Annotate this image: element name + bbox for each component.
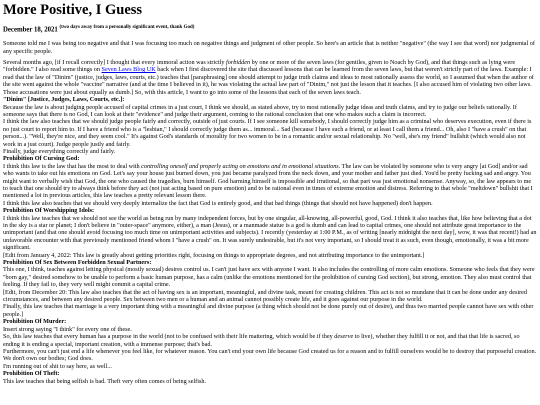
date-text: December 18, 2021 [3, 26, 58, 34]
section-heading-sex: Prohibition Of Sex Between Forbidden Sexual Partners: [3, 259, 152, 267]
paragraph: Insert strong saying "I think" for every one of these. [3, 325, 132, 333]
section-heading-cursing: Prohibition Of Cursing God: [3, 155, 80, 163]
emphasis: forbidden [226, 59, 251, 67]
paragraph [3, 333, 537, 348]
section-heading-idols: Prohibition Of Worshipping Idols: [3, 207, 95, 215]
paragraph: This law teaches that being selfish is bad. Theft very often comes of being selfish. [3, 377, 206, 385]
seven-laws-blog-link[interactable]: Seven Laws Blog UK [101, 66, 156, 74]
paragraph: Finally, this law teaches that marriage is a very important thing with a meaningful and divine purpose (a thing which should not be done purely out of desire), and thus two married people cannot have sex with other people.] [3, 303, 534, 318]
section-heading-murder: Prohibition Of Murder: [3, 318, 67, 326]
paragraph: Furthermore, you can't just end a life whenever you feel like, for whatever reason. You can't end your own life because God created us for a reason and to fulfill ourselves would be to destroy that purposeful creation. We don't own our bodies; God does. [3, 347, 537, 363]
text: back when I first discovered the site that discussed lessons that can be learned from the seven laws, but that weren't strictly part of the laws. Example: I read that the law of "Dinim" (justice, judges, laws, courts, etc.) teaches that [paraphrasing] one should attempt to judge truth claims and ideas to most rationally assess the world, so I assumed that when the author of the site went against the whole "vaccine" narrative (and at the time I believed in it), he was violating the actual law part of "Dinim," not just the lesson that it teaches. [I also accused him of violating two other laws. Those accusations were just about equally as dumb.] So, with this article, I want to go into some of the lessons that each of the seven laws teach. [3, 66, 534, 96]
paragraph [3, 59, 537, 96]
paragraph: I think this law also teaches that we should very deeply internalize the fact that God is entirely good, and that bad things (things that should not have happened) don't happen. [3, 199, 433, 207]
emphasis: controlling oneself and properly acting on emotions and in emotional situations [141, 162, 339, 170]
paragraph: I think the law also teaches that we should judge people fairly and correctly, outside of just courts. If I see someone kill somebody, I should correctly judge him as a criminal who deserves execution, even if there is no just court to report him to. If I have a friend who is a "lesbian," I should correctly judge them as... immoral... Sad (because I have such a friend, or at least I call them a friend... Oh, also I "have a crush" on that person...). "Well, they're nice, and they seem cool." It's against God's standards of morality for two women to be in a romantic and/or sexual relationship. No "well, she's my friend" bullshit (which would also not work in a just court). Judge people justly and fairly. [3, 118, 532, 148]
paragraph: [Edit from January 4, 2022: This law is greatly about getting priorities right, focusing on things to appropriate degrees, and not attributing importance to the unimportant.] [3, 251, 425, 259]
paragraph: Because the law is about judging people accused of capital crimes in a just court, I think we should, as stated above, try to most rationally judge ideas and truth claims, and try to judge our beliefs rationally. If someone says that there is no God, I can look at their "evidence" and judge their argument, coming to the rational conclusion that one who makes such a claim is incorrect. [3, 103, 517, 118]
paragraph: I think this law teaches that we should not see the world as being run by many independent forces, but by one singular, all-knowing, all-powerful, good, God. I think it also teaches that, like how believing that a dot in the sky is a star or planet; I don't believe in "outer-space" anymore, either), a man (Jesus), or a manmade statue is a god is dumb and can lead to capital crimes, one should not attribute great importance to the unimportant (and that one should avoid focusing too much time on unimportant activities and subjects). I recently (yesterday at 1:00 P.M., as of writing [nearly midnight the next day], wow, it was that recent!) had an unfavorable encounter with that previously mentioned friend whom I "have a crush" on. It was surely undesirable, but it's not very important, so I should treat it as such, even though, emotionally, it was a bit more significant. [3, 214, 537, 252]
section-heading-dinim: "Dinim" [Justice, Judges, Laws, Courts, etc.]: [3, 96, 125, 104]
emphasis: deserve [334, 333, 354, 341]
text: Several months ago, [if I recall correctly] I thought that every immoral action was strictly [3, 59, 227, 67]
post-date [3, 23, 537, 34]
date-note: (two days away from a personally significant event, thank God) [59, 25, 195, 30]
intro-paragraph: Someone told me I was being too negative and that I was focusing too much on negative things and judgment of other people. So here's an article that is neither "negative" (the way I see that word) nor judgmental of any specific people. [3, 40, 535, 55]
text: I think this law is the law that has the most to deal with [3, 162, 142, 170]
paragraph [3, 163, 537, 200]
text: by one or more of the seven laws (for gentiles, given to Noach by God), and that things such as lying were "forbidden." I also read some things on [3, 59, 516, 74]
paragraph: This one, I think, teaches against letting physical (mostly sexual) desires control us. I can't just have sex with anyone I want. It also includes the controlling of more calm emotions. Someone who feels that they were "born gay," desired somehow to be unable to perform a basic human purpose, has a calm (unlike the emotions mentioned for the prohibition of cursing God section), but strong, emotion. They also must control that feeling. If they fail to, they very well might commit a capital crime. [3, 266, 535, 289]
paragraph: [Edit, from December 20: This law also teaches that the act of having sex is an important, meaningful, and divine task, meant for creating children. This act is not so mundane that it can be done under any desired circumstances, and between any desired people. Sex between two men or a human and an animal cannot possibly create life, and it goes against our purpose in the world. [3, 288, 528, 304]
text: So, this law teaches that every human has a purpose in the world (not to be confused with their life mattering, which would be if they [3, 333, 335, 341]
section-heading-theft: Prohibition Of Theft: [3, 370, 60, 378]
text: to live), whether they fulfill it or not, and that that life is sacred, so ending it is ending a special, important creation, with a immense purpose; that's bad. [3, 333, 520, 348]
paragraph: I'm running out of shit to say here, as well... [3, 362, 112, 370]
page-title: More Positive, I Guess [3, 2, 143, 18]
paragraph: Finally, judge everything correctly and fairly. [3, 147, 116, 155]
text: . The law can be violated by someone who is very angry [at God] and/or sad who wants to take out his emotions on God. Let's say your house just burned down, you just became paralyzed from the neck down, and your mother and father just died. You'd be pretty fucking sad and angry. You might want to verbally wish that God, the one who caused the tragedies, burn himself. God harming himself is impossible and irrational, so that part was just emotional nonsense. Anyway, so, the law appears to me to teach that one should try to always think before they act (not just acting based on pure emotion) and to be rational even in times of extreme emotion and distress. Referring to that whole "meltdown" bullshit that I mentioned a lot in previous articles, this law teaches a pretty relevant lesson there. [3, 162, 533, 200]
